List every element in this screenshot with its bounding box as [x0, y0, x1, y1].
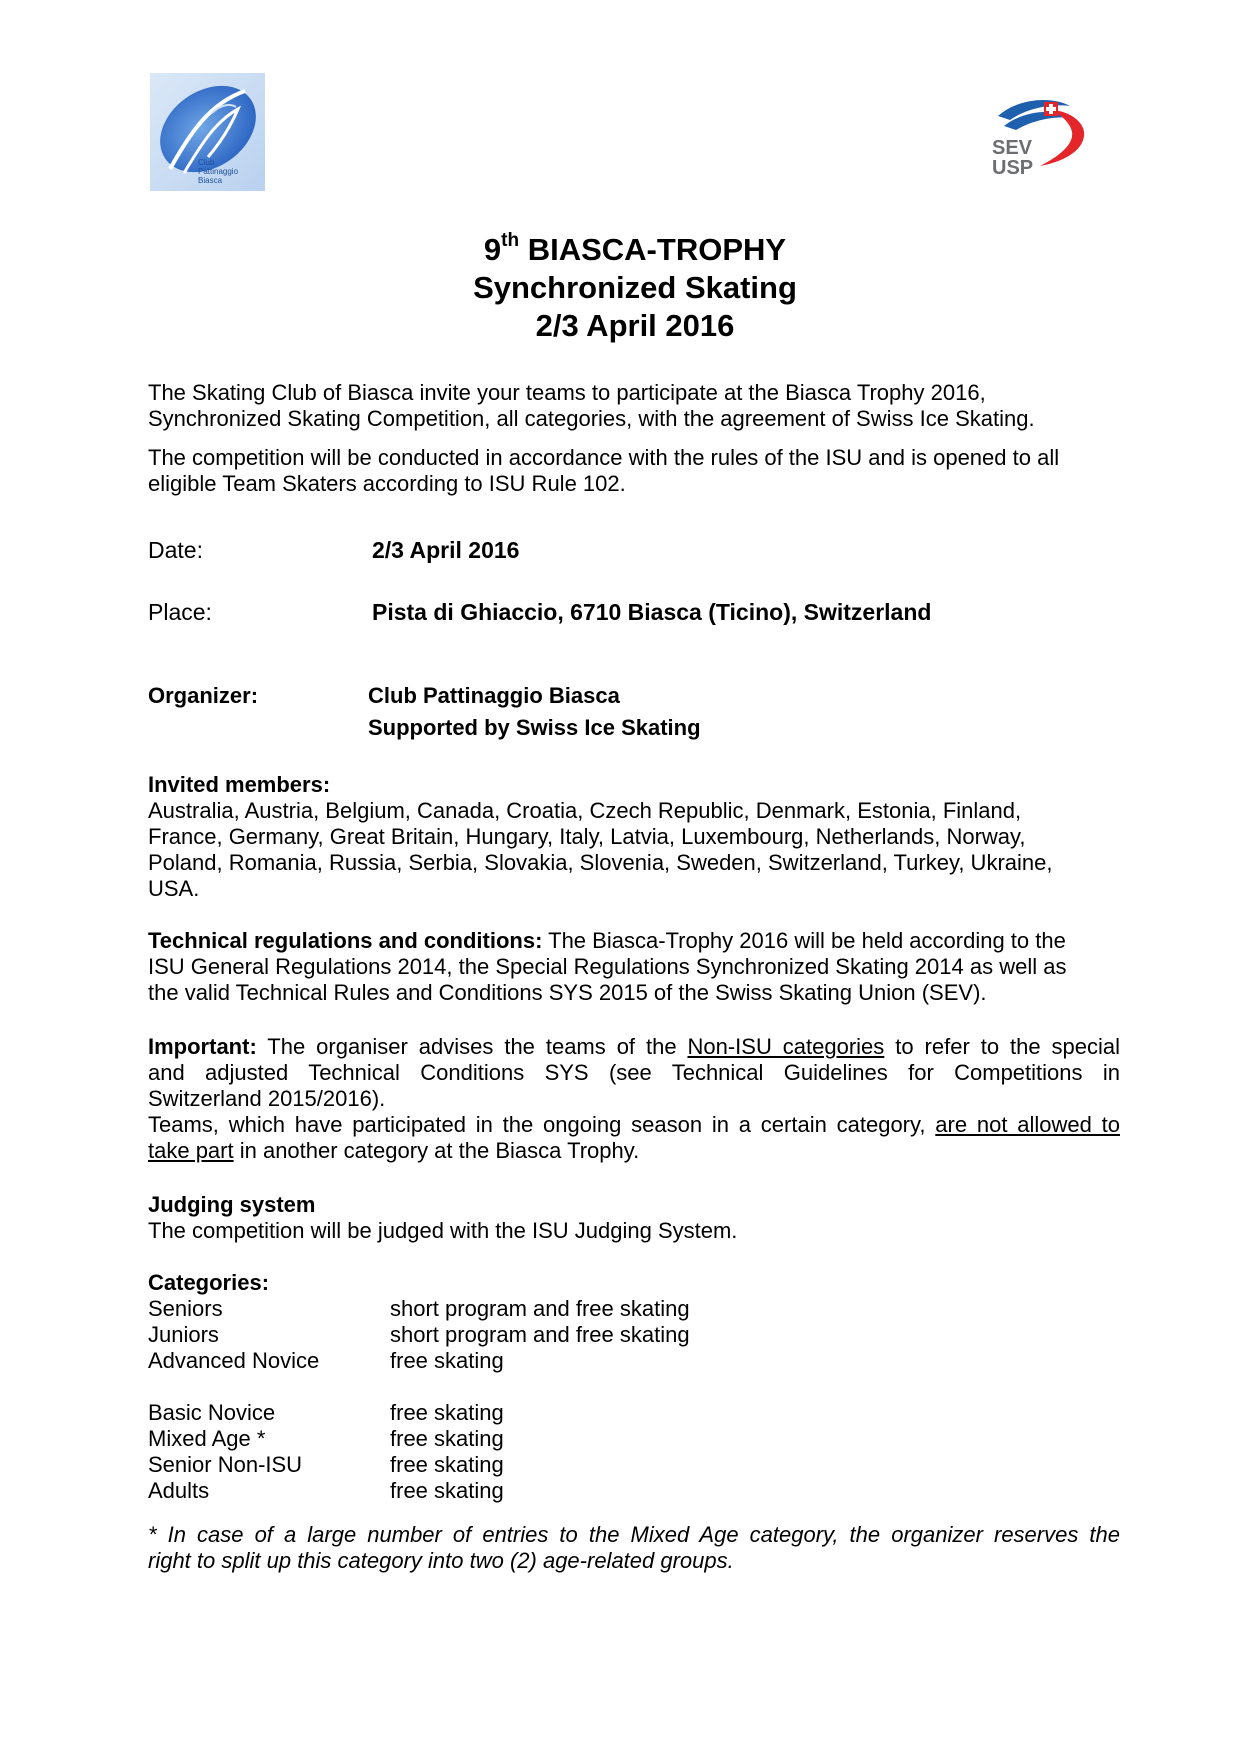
category-program: free skating — [390, 1452, 504, 1477]
judging-heading: Judging system — [148, 1192, 316, 1217]
intro-p2-line2: eligible Team Skaters according to ISU Rule 102. — [148, 471, 626, 496]
place-value: Pista di Ghiaccio, 6710 Biasca (Ticino), Switzerland — [372, 599, 932, 625]
title-line-2: Synchronized Skating — [473, 270, 797, 305]
club-logo-text-3: Biasca — [198, 176, 223, 185]
technical-line-2: ISU General Regulations 2014, the Special Regulations Synchronized Skating 2014 as well as — [148, 954, 1067, 979]
important-line-5: take part in another category at the Biasca Trophy. — [148, 1138, 640, 1163]
invited-line-2: France, Germany, Great Britain, Hungary, Italy, Latvia, Luxembourg, Netherlands, Norway, — [148, 824, 1026, 849]
category-name: Advanced Novice — [148, 1348, 320, 1373]
category-name: Adults — [148, 1478, 210, 1503]
invited-line-1: Australia, Austria, Belgium, Canada, Croatia, Czech Republic, Denmark, Estonia, Finland, — [148, 798, 1022, 823]
intro-p1-line1: The Skating Club of Biasca invite your teams to participate at the Biasca Trophy 2016, — [148, 380, 986, 405]
category-program: free skating — [390, 1348, 504, 1373]
important-line-1: Important: The organiser advises the teams of the Non-ISU categories to refer to the special — [148, 1034, 1120, 1059]
technical-line-1: Technical regulations and conditions: The Biasca-Trophy 2016 will be held according to the — [148, 928, 1066, 953]
date-label: Date: — [148, 537, 203, 563]
organizer-line-2: Supported by Swiss Ice Skating — [368, 715, 701, 740]
place-label: Place: — [148, 599, 212, 625]
title-line-3: 2/3 April 2016 — [535, 308, 735, 343]
invited-line-3: Poland, Romania, Russia, Serbia, Slovakia, Slovenia, Sweden, Switzerland, Turkey, Ukraine, — [148, 850, 1053, 875]
non-isu-categories-link: Non-ISU categories — [687, 1034, 885, 1059]
category-name: Senior Non-ISU — [148, 1452, 303, 1477]
important-line-3: Switzerland 2015/2016). — [148, 1086, 386, 1111]
sev-text: SEV — [992, 137, 1033, 159]
mixed-age-note-line-1: * In case of a large number of entries to the Mixed Age category, the organizer reserves the — [148, 1522, 1120, 1547]
category-name: Seniors — [148, 1296, 223, 1321]
mixed-age-note-line-2: right to split up this category into two (2) age-related groups. — [148, 1548, 734, 1573]
organizer-line-1: Club Pattinaggio Biasca — [368, 683, 620, 708]
organizer-label: Organizer: — [148, 683, 259, 708]
important-line-2: and adjusted Technical Conditions SYS (see Technical Guidelines for Competitions in — [148, 1060, 1120, 1085]
take-part-underline: take part — [148, 1138, 234, 1163]
category-name: Mixed Age * — [148, 1426, 266, 1451]
category-program: short program and free skating — [390, 1322, 690, 1347]
intro-p2-line1: The competition will be conducted in accordance with the rules of the ISU and is opened to all — [148, 445, 1060, 470]
club-pattinaggio-biasca-logo — [150, 73, 265, 191]
club-logo-text-2: Pattinaggio — [198, 167, 239, 176]
club-logo-text-1: Club — [198, 158, 215, 167]
category-name: Juniors — [148, 1322, 219, 1347]
invited-heading: Invited members: — [148, 772, 331, 797]
category-program: free skating — [390, 1478, 504, 1503]
category-program: short program and free skating — [390, 1296, 690, 1321]
category-program: free skating — [390, 1400, 504, 1425]
important-heading: Important: — [148, 1034, 257, 1059]
usp-text: USP — [992, 157, 1034, 179]
technical-heading: Technical regulations and conditions: — [148, 928, 543, 953]
invited-line-4: USA. — [148, 876, 200, 901]
category-program: free skating — [390, 1426, 504, 1451]
categories-heading: Categories: — [148, 1270, 270, 1295]
intro-p1-line2: Synchronized Skating Competition, all categories, with the agreement of Swiss Ice Skating. — [148, 406, 1035, 431]
technical-line-3: the valid Technical Rules and Conditions SYS 2015 of the Swiss Skating Union (SEV). — [148, 980, 987, 1005]
judging-text: The competition will be judged with the ISU Judging System. — [148, 1218, 738, 1243]
important-line-4: Teams, which have participated in the ongoing season in a certain category, are not allowed to — [148, 1112, 1121, 1137]
sev-usp-logo — [990, 96, 1090, 196]
title-line-1: 9th BIASCA-TROPHY — [483, 230, 787, 267]
not-allowed-underline: are not allowed to — [935, 1112, 1121, 1137]
category-name: Basic Novice — [148, 1400, 276, 1425]
date-value: 2/3 April 2016 — [372, 537, 520, 563]
